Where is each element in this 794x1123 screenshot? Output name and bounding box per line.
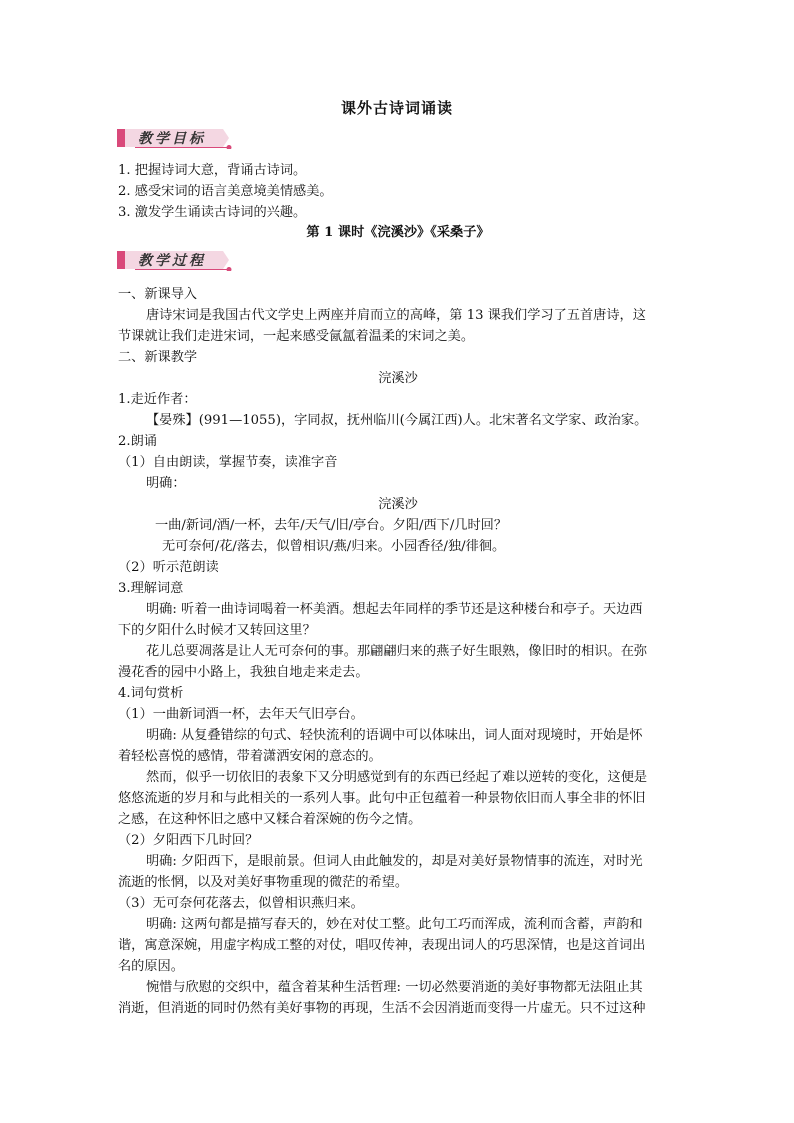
subheading: 1.走近作者： xyxy=(118,392,197,407)
paragraph-line: 名的原因。 xyxy=(118,959,184,974)
section-label-goals: 教学目标 xyxy=(138,131,206,147)
paragraph-line: 下的夕阳什么时候才又转回这里？ xyxy=(118,623,316,638)
paragraph-line: 明确: 夕阳西下，是眼前景。但词人由此触发的，却是对美好景物情事的流连，对时光 xyxy=(146,854,643,869)
poem-title: 浣溪沙 xyxy=(378,371,418,386)
paragraph-line: 谐，寓意深婉，用虚字构成工整的对仗，唱叹传神，表现出词人的巧思深情，也是这首词出 xyxy=(118,938,646,953)
paragraph-line: 漫花香的园中小路上，我独自地走来走去。 xyxy=(118,665,369,680)
poem-line: 无可奈何/花/落去，似曾相识/燕/归来。小园香径/独/徘徊。 xyxy=(162,539,506,554)
question: （3）无可奈何花落去，似曾相识燕归来。 xyxy=(118,896,364,911)
section-badge-goals xyxy=(115,127,235,149)
poem-title: 浣溪沙 xyxy=(378,497,418,512)
paragraph-line: 花儿总要凋落是让人无可奈何的事。那翩翩归来的燕子好生眼熟，像旧时的相识。在弥 xyxy=(146,644,648,659)
heading: 二、新课教学 xyxy=(118,350,198,365)
paragraph-line: 惋惜与欣慰的交织中，蕴含着某种生活哲理: 一切必然要消逝的美好事物都无法阻止其 xyxy=(146,980,643,995)
answer-label: 明确： xyxy=(146,476,186,491)
paragraph-line: 明确: 听着一曲诗词喝着一杯美酒。想起去年同样的季节还是这种楼台和亭子。天边西 xyxy=(146,602,643,617)
subheading: 4.词句赏析 xyxy=(118,686,184,701)
poem-line: 一曲/新词/酒/一杯，去年/天气/旧/亭台。夕阳/西下/几时回？ xyxy=(155,518,508,533)
paragraph-line: 节课就让我们走进宋词，一起来感受氤氲着温柔的宋词之美。 xyxy=(118,329,475,344)
paragraph-line: 流逝的怅惘，以及对美好事物重现的微茫的希望。 xyxy=(118,875,409,890)
subheading: （1）自由朗读，掌握节奏，读准字音 xyxy=(118,455,338,470)
paragraph-line: 着轻松喜悦的感情，带着潇洒安闲的意态的。 xyxy=(118,749,382,764)
goal-item: 1. 把握诗词大意，背诵古诗词。 xyxy=(118,163,307,178)
paragraph-line: 消逝，但消逝的同时仍然有美好事物的再现，生活不会因消逝而变得一片虚无。只不过这种 xyxy=(118,1001,646,1016)
subheading: 3.理解词意 xyxy=(118,581,184,596)
author-intro: 【晏殊】(991—1055)，字同叔，抚州临川(今属江西)人。北宋著名文学家、政治家。 xyxy=(146,413,648,428)
lesson-title: 第 1 课时《浣溪沙》《采桑子》 xyxy=(306,225,490,240)
paragraph-line: 明确: 从复叠错综的句式、轻快流利的语调中可以体味出，词人面对现境时，开始是怀 xyxy=(146,728,643,743)
question: （1）一曲新词酒一杯，去年天气旧亭台。 xyxy=(118,707,364,722)
paragraph-line: 唐诗宋词是我国古代文学史上两座并肩而立的高峰，第 13 课我们学习了五首唐诗，这 xyxy=(146,308,646,323)
goal-item: 2. 感受宋词的语言美意境美情感美。 xyxy=(118,184,333,199)
subheading: 2.朗诵 xyxy=(118,434,157,449)
question: （2）夕阳西下几时回？ xyxy=(118,833,259,848)
subheading: （2）听示范朗读 xyxy=(118,560,219,575)
paragraph-line: 明确: 这两句都是描写春天的，妙在对仗工整。此句工巧而浑成，流利而含蓄，声韵和 xyxy=(146,917,643,932)
paragraph-line: 然而，似乎一切依旧的表象下又分明感觉到有的东西已经起了难以逆转的变化，这便是 xyxy=(146,770,648,785)
goal-item: 3. 激发学生诵读古诗词的兴趣。 xyxy=(118,205,307,220)
paragraph-line: 之感，在这种怀旧之感中又糅合着深婉的伤今之情。 xyxy=(118,812,422,827)
section-badge-process xyxy=(115,249,235,271)
paragraph-line: 悠悠流逝的岁月和与此相关的一系列人事。此句中正包蕴着一种景物依旧而人事全非的怀旧 xyxy=(118,791,646,806)
section-label-process: 教学过程 xyxy=(138,253,206,269)
heading: 一、新课导入 xyxy=(118,287,198,302)
page-title: 课外古诗词诵读 xyxy=(340,99,453,117)
